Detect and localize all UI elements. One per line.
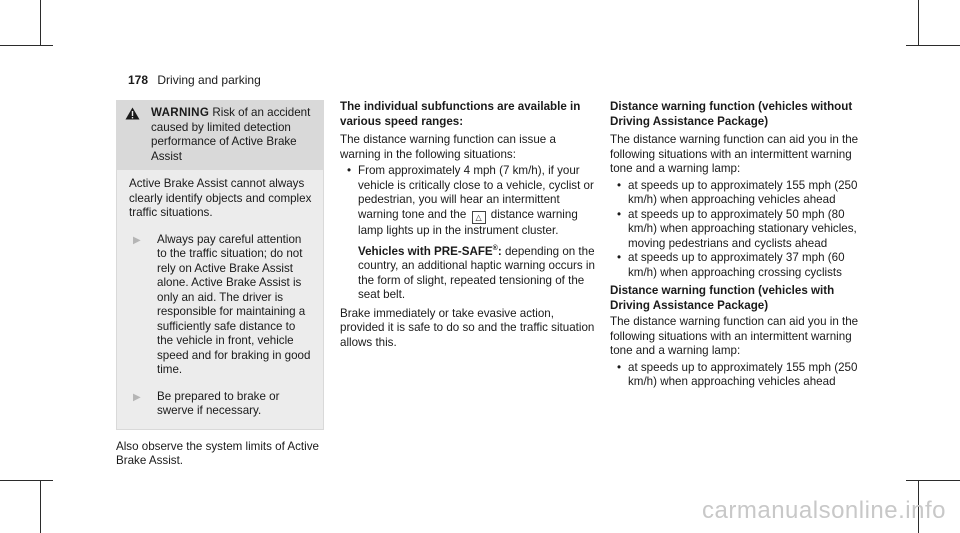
- column-left: [116, 100, 324, 469]
- warning-title: WARNING: [151, 106, 210, 119]
- page-number: 178: [128, 73, 149, 87]
- bullet-icon: •: [616, 207, 622, 221]
- list-item: [610, 208, 876, 252]
- presafe-colon: :: [497, 244, 502, 258]
- column-right: [610, 100, 876, 390]
- crop-mark: [906, 480, 960, 481]
- closing-text: Brake immediately or take evasive action, provided it is safe to do so and the traffic situation allows this.: [340, 306, 595, 349]
- registered-mark: ®: [492, 245, 498, 252]
- bullet-text: at speeds up to approximately 50 mph (80 km/h) when approaching stationary vehicles, moving pedestrians and cyclists ahead: [628, 207, 857, 250]
- list-item: [610, 179, 876, 208]
- intro-text: The distance warning function can aid you in the following situations with an intermittent warning tone and a warning lamp:: [610, 133, 859, 175]
- presafe-label: Vehicles with PRE-SAFE: [358, 244, 493, 258]
- page-header: [128, 73, 261, 87]
- list-item: [610, 361, 876, 390]
- intro-text: The distance warning function can aid you in the following situations with an intermittent warning tone and a warning lamp:: [610, 315, 859, 357]
- intro-text: The distance warning function can issue a warning in the following situations:: [340, 133, 556, 161]
- warning-body: [117, 170, 323, 429]
- section-title: Driving and parking: [157, 73, 261, 87]
- warning-item-text: Always pay careful attention to the traffic situation; do not rely on Active Brake Assist alone. Active Brake Assist is only an aid. The driver is responsible for maintaining a sufficiently safe distance to the vehicle in front, vehicle speed and for braking in good time.: [157, 232, 311, 376]
- system-limits-note: Also observe the system limits of Active Brake Assist.: [116, 439, 319, 467]
- warning-item: [129, 233, 313, 378]
- crop-mark: [906, 45, 960, 46]
- warning-item: [129, 390, 313, 419]
- list-item: [340, 164, 596, 303]
- section-heading: The individual subfunctions are available in various speed ranges:: [340, 100, 581, 128]
- warning-item-text: Be prepared to brake or swerve if necessary.: [157, 389, 280, 417]
- bullet-text: at speeds up to approximately 37 mph (60 km/h) when approaching crossing cyclists: [628, 251, 845, 279]
- warning-triangle-icon: [125, 106, 151, 164]
- bullet-text: From approximately 4 mph (7 km/h), if your vehicle is critically close to a vehicle, cyclist or pedestrian, you will hear an intermittent warning tone and the: [358, 164, 594, 221]
- bullet-icon: •: [616, 251, 622, 264]
- arrow-right-icon: ▶: [133, 391, 141, 403]
- crop-mark: [918, 0, 919, 46]
- warning-box: [116, 100, 324, 430]
- bullet-text: at speeds up to approximately 155 mph (250 km/h) when approaching vehicles ahead: [628, 178, 858, 206]
- bullet-icon: •: [616, 360, 622, 374]
- crop-mark: [40, 0, 41, 46]
- presafe-note: [358, 242, 596, 303]
- warning-text: Active Brake Assist cannot always clearly identify objects and complex traffic situations.: [129, 177, 312, 219]
- warning-subtitle: Risk of an accident caused by limited detection performance of Active Brake Assist: [151, 106, 311, 163]
- column-middle: [340, 100, 596, 350]
- crop-mark: [40, 480, 41, 533]
- bullet-text: at speeds up to approximately 155 mph (250 km/h) when approaching vehicles ahead: [628, 360, 858, 388]
- presafe-text: depending on the country, an additional haptic warning occurs in the form of slight, repeated tensioning of the seat belt.: [358, 244, 595, 302]
- arrow-right-icon: ▶: [133, 234, 141, 246]
- crop-mark: [0, 45, 53, 46]
- section-heading: Distance warning function (vehicles with Driving Assistance Package): [610, 284, 835, 312]
- section-heading: Distance warning function (vehicles without Driving Assistance Package): [610, 100, 853, 128]
- list-item: [610, 251, 876, 280]
- watermark: carmanualsonline.info: [702, 497, 946, 524]
- bullet-icon: •: [616, 178, 622, 192]
- crop-mark: [0, 480, 53, 481]
- bullet-icon: •: [346, 164, 352, 177]
- warning-header: [117, 101, 323, 170]
- distance-warning-lamp-icon: △: [472, 211, 486, 224]
- bullet-text-continued: distance warning lamp lights up in the instrument cluster.: [358, 207, 578, 237]
